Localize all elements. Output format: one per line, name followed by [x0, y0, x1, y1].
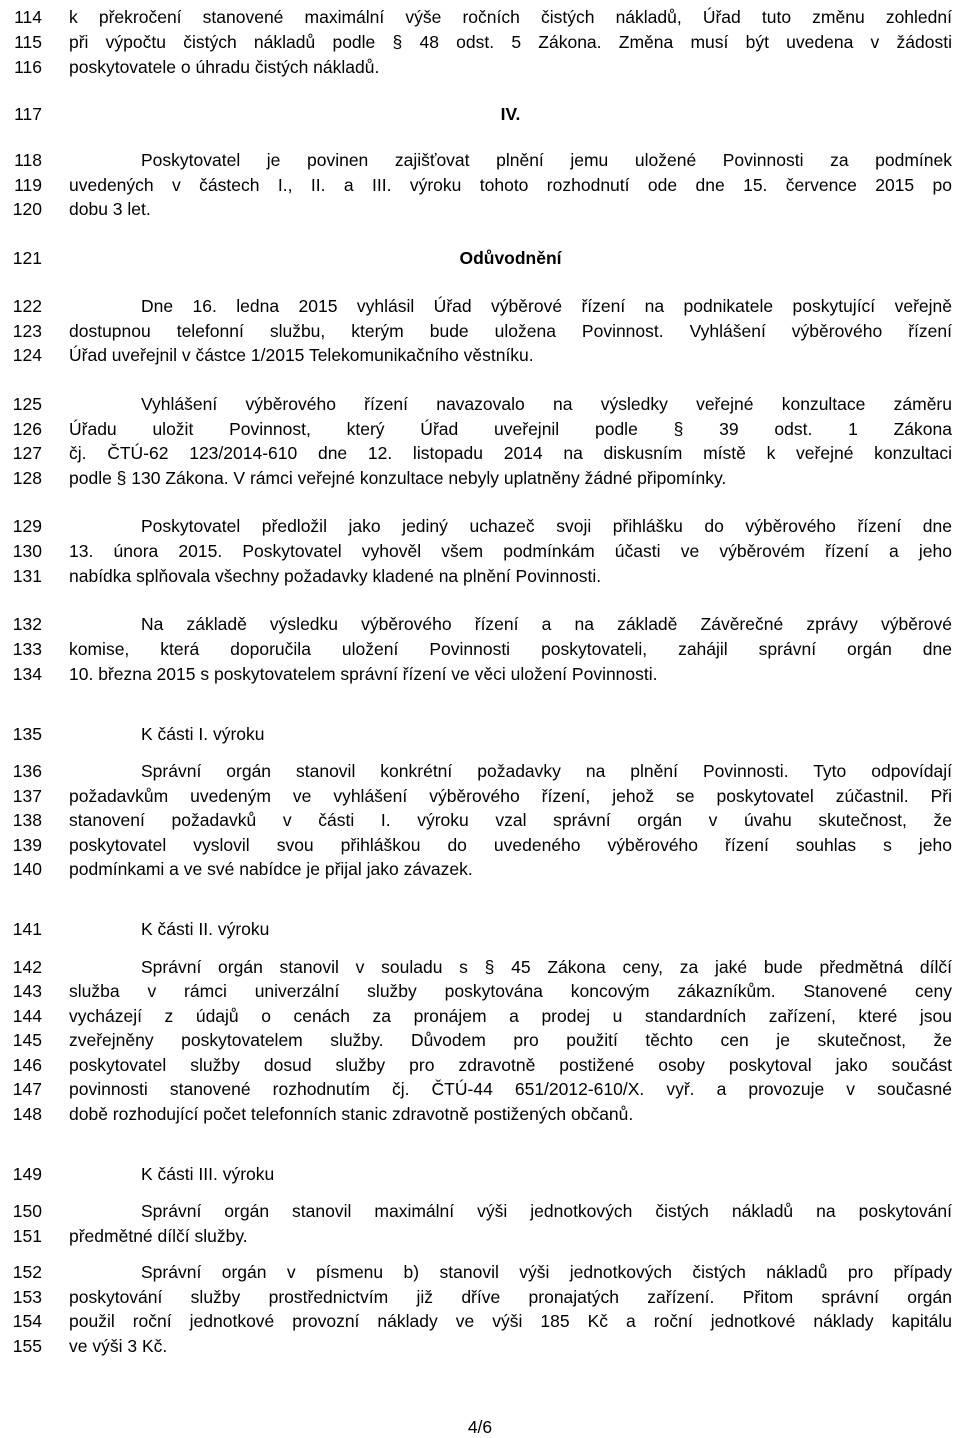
text-line: stanovení požadavků v části I. výroku vzal správní orgán v úvahu skutečnost, že	[69, 810, 952, 830]
line-number: 144	[12, 1006, 42, 1026]
line-number: 132	[12, 614, 42, 634]
line-number: 137	[12, 786, 42, 806]
line-number: 136	[12, 761, 42, 781]
text-line: nabídka splňovala všechny požadavky kladené na plnění Povinnosti.	[69, 566, 602, 586]
line-number: 117	[14, 104, 42, 124]
line-number: 116	[14, 57, 42, 77]
line-number: 139	[12, 835, 42, 855]
text-line: Správní orgán stanovil v souladu s § 45 Zákona ceny, za jaké bude předmětná dílčí	[141, 957, 952, 977]
section-heading: Odůvodnění	[459, 248, 562, 268]
line-number: 147	[12, 1079, 42, 1099]
text-line: ve výši 3 Kč.	[69, 1336, 168, 1356]
line-number: 149	[12, 1164, 42, 1184]
line-number: 146	[12, 1055, 42, 1075]
text-line: Poskytovatel předložil jako jediný uchazeč svoji přihlášku do výběrového řízení dne	[141, 516, 952, 536]
line-number: 141	[12, 919, 42, 939]
line-number: 153	[12, 1287, 42, 1307]
line-number: 121	[12, 248, 42, 268]
text-line: povinnosti stanovené rozhodnutím čj. ČTÚ-44 651/2012-610/X. vyř. a provozuje v současné	[69, 1079, 952, 1099]
line-number: 152	[12, 1262, 42, 1282]
text-line: při výpočtu čistých nákladů podle § 48 odst. 5 Zákona. Změna musí být uvedena v žádosti	[69, 32, 952, 52]
text-line: vycházejí z údajů o cenách za pronájem a prodej u standardních zařízení, které jsou	[69, 1006, 952, 1026]
line-number: 135	[12, 724, 42, 744]
line-number: 143	[12, 981, 42, 1001]
line-number: 151	[12, 1226, 42, 1246]
line-number: 125	[12, 394, 42, 414]
line-number: 154	[12, 1311, 42, 1331]
text-line: použil roční jednotkové provozní náklady ve výši 185 Kč a roční jednotkové náklady kapitálu	[69, 1311, 952, 1331]
text-line: 13. února 2015. Poskytovatel vyhověl všem podmínkám účasti ve výběrovém řízení a jeho	[69, 541, 952, 561]
text-line: podle § 130 Zákona. V rámci veřejné konzultace nebyly uplatněny žádné připomínky.	[69, 468, 727, 488]
line-number: 134	[12, 664, 42, 684]
line-number: 133	[12, 639, 42, 659]
text-line: Úřadu uložit Povinnost, který Úřad uveřejnil podle § 39 odst. 1 Zákona	[69, 419, 952, 439]
text-line: komise, která doporučila uložení Povinnosti poskytovateli, zahájil správní orgán dne	[69, 639, 952, 659]
text-line: poskytovatel vyslovil svou přihláškou do uvedeného výběrového řízení souhlas s jeho	[69, 835, 952, 855]
line-number: 119	[14, 175, 42, 195]
line-number: 130	[12, 541, 42, 561]
text-line: dostupnou telefonní službu, kterým bude uložena Povinnost. Vyhlášení výběrového řízení	[69, 321, 952, 341]
line-number: 114	[14, 7, 42, 27]
line-number: 129	[12, 516, 42, 536]
line-number: 142	[12, 957, 42, 977]
line-number: 124	[12, 345, 42, 365]
text-line: podmínkami a ve své nabídce je přijal jako závazek.	[69, 859, 473, 879]
page-number: 4/6	[467, 1417, 493, 1437]
text-line: k překročení stanovené maximální výše ročních čistých nákladů, Úřad tuto změnu zohlední	[69, 7, 952, 27]
text-line: Dne 16. ledna 2015 vyhlásil Úřad výběrové řízení na podnikatele poskytující veřejně	[141, 296, 952, 316]
line-number: 123	[12, 321, 42, 341]
text-line: 10. března 2015 s poskytovatelem správní řízení ve věci uložení Povinnosti.	[69, 664, 658, 684]
line-number: 118	[14, 150, 42, 170]
line-number: 148	[12, 1104, 42, 1124]
text-line: K části II. výroku	[141, 919, 270, 939]
text-line: době rozhodující počet telefonních stanic zdravotně postižených občanů.	[69, 1104, 634, 1124]
line-number: 128	[12, 468, 42, 488]
line-number: 155	[12, 1336, 42, 1356]
line-number: 115	[14, 32, 42, 52]
text-line: Vyhlášení výběrového řízení navazovalo na výsledky veřejné konzultace záměru	[141, 394, 952, 414]
line-number: 145	[12, 1030, 42, 1050]
text-line: dobu 3 let.	[69, 199, 151, 219]
line-number: 122	[12, 296, 42, 316]
text-line: poskytování služby prostřednictvím již dříve pronajatých zařízení. Přitom správní orgán	[69, 1287, 952, 1307]
line-number: 127	[12, 443, 42, 463]
line-number: 126	[12, 419, 42, 439]
text-line: K části I. výroku	[141, 724, 265, 744]
text-line: poskytovatel služby dosud služby pro zdravotně postižené osoby poskytoval jako součást	[69, 1055, 952, 1075]
line-number: 120	[12, 199, 42, 219]
text-line: zveřejněny poskytovatelem služby. Důvodem pro použití těchto cen je skutečnost, že	[69, 1030, 952, 1050]
text-line: služba v rámci univerzální služby poskytována koncovým zákazníkům. Stanovené ceny	[69, 981, 952, 1001]
text-line: Správní orgán stanovil maximální výši jednotkových čistých nákladů na poskytování	[141, 1201, 952, 1221]
text-line: uvedených v částech I., II. a III. výroku tohoto rozhodnutí ode dne 15. července 2015 po	[69, 175, 952, 195]
text-line: poskytovatele o úhradu čistých nákladů.	[69, 57, 380, 77]
section-heading: IV.	[500, 104, 521, 124]
line-number: 138	[12, 810, 42, 830]
line-number: 150	[12, 1201, 42, 1221]
text-line: Poskytovatel je povinen zajišťovat plnění jemu uložené Povinnosti za podmínek	[141, 150, 952, 170]
text-line: K části III. výroku	[141, 1164, 275, 1184]
text-line: požadavkům uvedeným ve vyhlášení výběrového řízení, jehož se poskytovatel zúčastnil. Při	[69, 786, 952, 806]
text-line: Správní orgán stanovil konkrétní požadavky na plnění Povinnosti. Tyto odpovídají	[141, 761, 952, 781]
text-line: předmětné dílčí služby.	[69, 1226, 248, 1246]
text-line: Správní orgán v písmenu b) stanovil výši jednotkových čistých nákladů pro případy	[141, 1262, 952, 1282]
text-line: Na základě výsledku výběrového řízení a na základě Závěrečné zprávy výběrové	[141, 614, 952, 634]
line-number: 131	[12, 566, 42, 586]
line-number: 140	[12, 859, 42, 879]
text-line: Úřad uveřejnil v částce 1/2015 Telekomunikačního věstníku.	[69, 345, 534, 365]
text-line: čj. ČTÚ-62 123/2014-610 dne 12. listopadu 2014 na diskusním místě k veřejné konzultaci	[69, 443, 952, 463]
